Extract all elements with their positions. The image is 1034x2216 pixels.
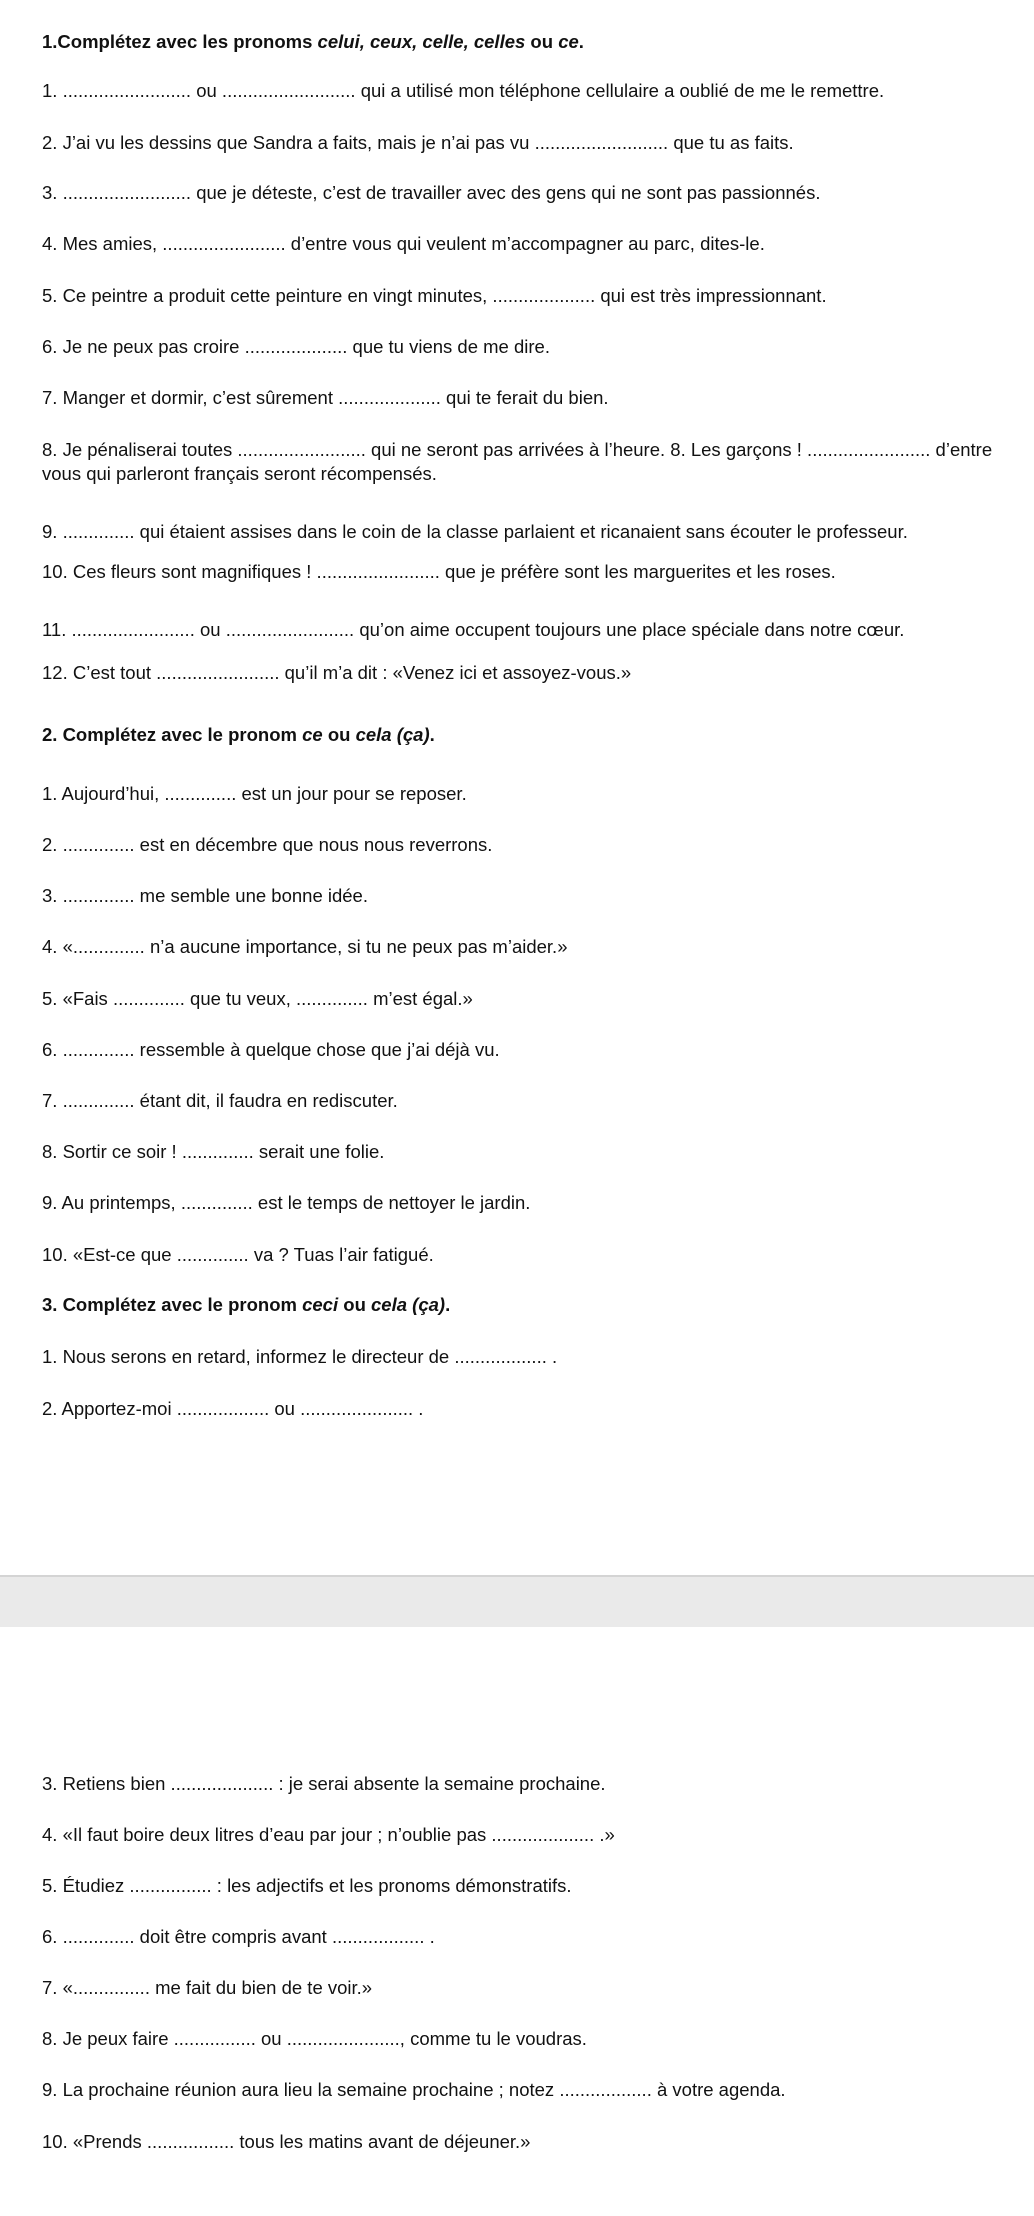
- exercise3-item: 6. .............. doit être compris avant .................. .: [42, 1926, 435, 1947]
- exercise1-item: 6. Je ne peux pas croire .................... que tu viens de me dire.: [42, 336, 550, 357]
- exercise1-item: 4. Mes amies, ........................ d’entre vous qui veulent m’accompagner au parc, dites-le.: [42, 233, 765, 254]
- exercise3-item: 3. Retiens bien .................... : je serai absente la semaine prochaine.: [42, 1773, 606, 1794]
- exercise1-item: 9. .............. qui étaient assises dans le coin de la classe parlaient et ricanaient sans écouter le professeur.: [42, 521, 908, 542]
- exercise2-item: 2. .............. est en décembre que nous nous reverrons.: [42, 834, 493, 855]
- exercise1-item: 2. J’ai vu les dessins que Sandra a faits, mais je n’ai pas vu .......................... que tu as faits.: [42, 132, 794, 153]
- exercise1-item: 11. ........................ ou ......................... qu’on aime occupent toujours une place spéciale dans notre cœur.: [42, 619, 905, 640]
- exercise3-heading: 3. Complétez avec le pronom ceci ou cela (ça).: [42, 1294, 451, 1315]
- exercise1-item: 1. ......................... ou .......................... qui a utilisé mon téléphone cellulaire a oublié de me le remettre.: [42, 80, 885, 101]
- exercise2-item: 1. Aujourd’hui, .............. est un jour pour se reposer.: [42, 783, 467, 804]
- exercise3-item: 5. Étudiez ................ : les adjectifs et les pronoms démonstratifs.: [42, 1875, 572, 1896]
- exercise2-item: 5. «Fais .............. que tu veux, .............. m’est égal.»: [42, 988, 473, 1009]
- exercise2-item: 7. .............. étant dit, il faudra en rediscuter.: [42, 1090, 398, 1111]
- exercise2-item: 4. «.............. n’a aucune importance, si tu ne peux pas m’aider.»: [42, 936, 568, 957]
- exercise3-item: 7. «............... me fait du bien de te voir.»: [42, 1977, 373, 1998]
- exercise3-item: 1. Nous serons en retard, informez le directeur de .................. .: [42, 1346, 558, 1367]
- exercise1-item: 7. Manger et dormir, c’est sûrement .................... qui te ferait du bien.: [42, 387, 609, 408]
- exercise2-item: 3. .............. me semble une bonne idée.: [42, 885, 368, 906]
- exercise2-heading: 2. Complétez avec le pronom ce ou cela (ça).: [42, 724, 435, 745]
- exercise1-item: 12. C’est tout ........................ qu’il m’a dit : «Venez ici et assoyez-vous.»: [42, 662, 632, 683]
- exercise1-item: 5. Ce peintre a produit cette peinture en vingt minutes, .................... qui est très impressionnant.: [42, 285, 827, 306]
- exercise2-item: 6. .............. ressemble à quelque chose que j’ai déjà vu.: [42, 1039, 500, 1060]
- exercise1-heading: 1.Complétez avec les pronoms celui, ceux, celle, celles ou ce.: [42, 31, 584, 52]
- exercise1-item: 10. Ces fleurs sont magnifiques ! ........................ que je préfère sont les marguerites et les roses.: [42, 561, 836, 582]
- exercise3-item: 8. Je peux faire ................ ou ......................, comme tu le voudras.: [42, 2028, 587, 2049]
- exercise2-item: 8. Sortir ce soir ! .............. serait une folie.: [42, 1141, 385, 1162]
- page-break-divider: [0, 1575, 1034, 1627]
- exercise2-item: 9. Au printemps, .............. est le temps de nettoyer le jardin.: [42, 1192, 531, 1213]
- exercise3-item: 2. Apportez-moi .................. ou ...................... .: [42, 1398, 424, 1419]
- exercise3-item: 4. «Il faut boire deux litres d’eau par jour ; n’oublie pas .................... .»: [42, 1824, 615, 1845]
- exercise1-item: 8. Je pénaliserai toutes ......................... qui ne seront pas arrivées à l’heure. 8. Les garçons ! ........................ d’entre vous qui parleront français seront récompensés.: [42, 439, 993, 484]
- exercise3-item: 9. La prochaine réunion aura lieu la semaine prochaine ; notez .................. à votre agenda.: [42, 2079, 786, 2100]
- worksheet-page-bottom: [0, 1625, 1034, 2216]
- exercise2-item: 10. «Est-ce que .............. va ? Tuas l’air fatigué.: [42, 1244, 434, 1265]
- exercise3-item: 10. «Prends ................. tous les matins avant de déjeuner.»: [42, 2131, 531, 2152]
- exercise1-item: 3. ......................... que je déteste, c’est de travailler avec des gens qui ne sont pas passionnés.: [42, 182, 821, 203]
